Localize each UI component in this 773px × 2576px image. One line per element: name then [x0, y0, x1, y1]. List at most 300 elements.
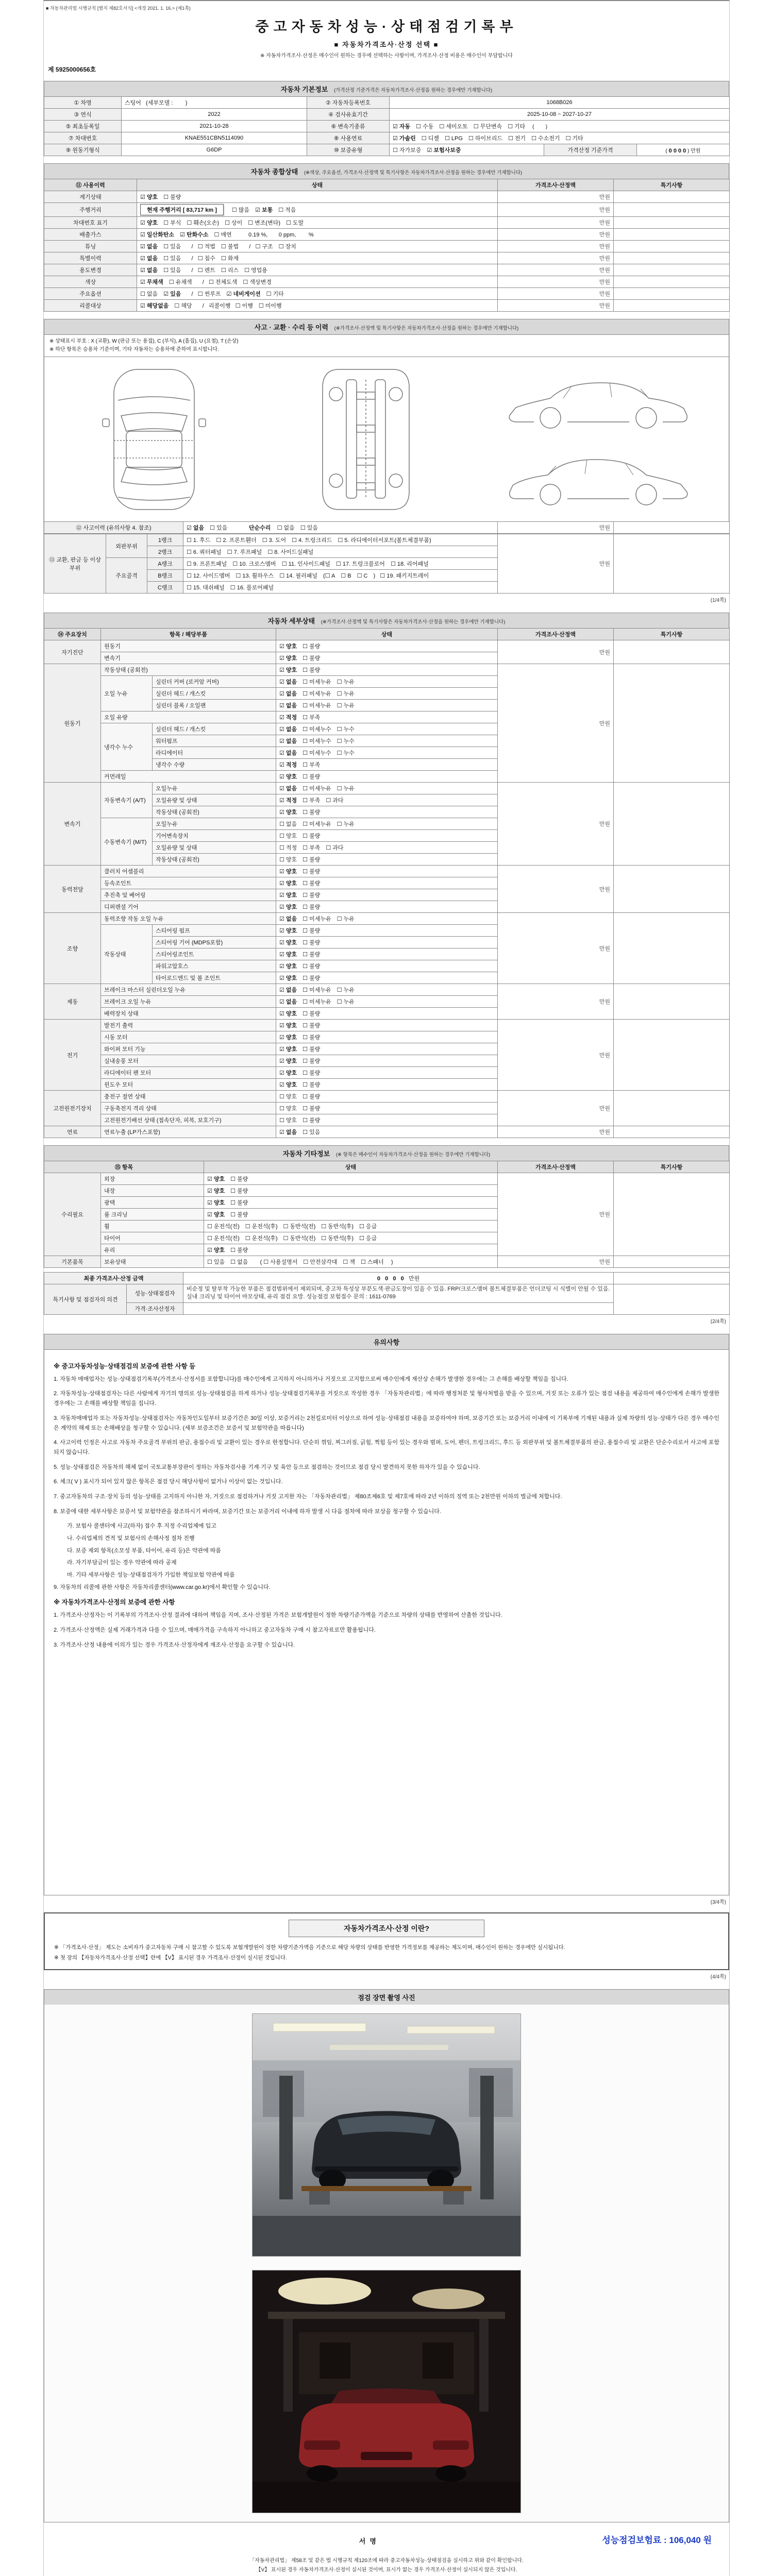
checkbox-unchecked[interactable]: ☐ 불량 — [303, 1058, 321, 1064]
checkbox-unchecked[interactable]: ☐ 3. 도어 — [262, 537, 287, 544]
checkbox-unchecked[interactable]: ☐ 미세누수 — [303, 738, 331, 744]
value-cell — [276, 759, 498, 771]
checkbox-unchecked[interactable]: ☐ 누유 — [337, 786, 355, 792]
label-cell: 2랭크 — [147, 546, 183, 558]
value-cell: 윈도우 모터 — [101, 1079, 276, 1091]
checkbox-unchecked[interactable]: ☐ 양호 — [279, 857, 297, 863]
checkbox-unchecked[interactable]: ☐ 부족 — [303, 762, 321, 768]
checkbox-unchecked[interactable]: ☐ 무단변속 — [473, 124, 502, 130]
value-cell — [204, 1185, 498, 1197]
checkbox-checked[interactable]: ☑ 양호 — [207, 1176, 225, 1182]
value-cell — [276, 1103, 498, 1114]
label-cell: 가격산정 기준가격 — [544, 144, 637, 156]
value-cell: 자동변속기 (A/T) — [101, 783, 153, 818]
value-cell — [276, 806, 498, 818]
value-cell: 냉각수 수량 — [153, 759, 276, 771]
value-cell — [614, 241, 730, 252]
checkbox-unchecked[interactable]: ☐ 도말 — [286, 220, 304, 226]
value-cell — [137, 203, 498, 217]
checkbox-unchecked[interactable]: ☐ 미세누유 — [303, 679, 331, 685]
value-cell: 만원 — [498, 534, 614, 594]
value-cell — [276, 1126, 498, 1138]
checkbox-unchecked[interactable]: ☐ 있음 — [163, 256, 181, 262]
performance-insurance-fee — [602, 2533, 712, 2546]
checkbox-checked[interactable]: ☑ 없음 — [279, 679, 297, 685]
checkbox-unchecked[interactable]: ☐ 수동 — [416, 124, 434, 130]
checkbox-unchecked[interactable]: ☐ 불량 — [230, 1212, 248, 1218]
checkbox-checked[interactable]: ☑ 해당없음 — [140, 303, 169, 309]
checkbox-unchecked[interactable]: ☐ 5. 라디에이터서포트(볼트체결부품) — [338, 537, 431, 544]
checkbox-unchecked[interactable]: ☐ 동반석(후) — [321, 1224, 354, 1230]
value-cell — [614, 217, 730, 229]
checkbox-unchecked[interactable]: ☐ 12. 사이드멤버 — [187, 573, 230, 579]
value-cell: 구동축전지 격리 상태 — [101, 1103, 276, 1114]
checkbox-unchecked[interactable]: ☐ 누유 — [337, 821, 355, 827]
checkbox-unchecked[interactable]: ☐ 운전석(후) — [245, 1235, 278, 1242]
value-cell — [183, 582, 498, 594]
value-cell: 냉각수 누수 — [101, 723, 153, 771]
checkbox-unchecked[interactable]: ☐ 적음 — [278, 207, 296, 213]
checkbox-unchecked[interactable]: ☐ 불량 — [303, 940, 321, 946]
checkbox-checked[interactable]: ☑ 무채색 — [140, 279, 163, 285]
checkbox-unchecked[interactable]: ☐ 전체도색 — [209, 279, 238, 285]
checkbox-unchecked[interactable]: ☐ 응급 — [359, 1235, 377, 1242]
checkbox-unchecked[interactable]: ☐ 4. 트렁크리드 — [292, 537, 332, 544]
checkbox-checked[interactable]: ☑ 없음 — [279, 703, 297, 709]
checkbox-unchecked[interactable]: ☐ 불량 — [303, 643, 321, 650]
section-accident-title: 사고 · 교환 · 수리 등 이력 — [254, 324, 329, 331]
checkbox-checked[interactable]: ☑ 양호 — [279, 1046, 297, 1053]
value-cell — [276, 1079, 498, 1091]
checkbox-unchecked[interactable]: ☐ 적법 — [197, 244, 215, 250]
checkbox-unchecked[interactable]: ☐ 불량 — [303, 1106, 321, 1112]
checkbox-unchecked[interactable]: ☐ 불량 — [303, 857, 321, 863]
checkbox-unchecked[interactable]: ☐ 불량 — [303, 952, 321, 958]
checkbox-checked[interactable]: ☑ 양호 — [279, 869, 297, 875]
value-cell — [614, 664, 730, 783]
checkbox-checked[interactable]: ☑ 없음 — [279, 786, 297, 792]
label-cell: 용도변경 — [44, 264, 137, 276]
checkbox-unchecked[interactable]: ☐ 변조(변타) — [248, 220, 281, 226]
checkbox-unchecked[interactable]: ☐ 기타 — [565, 135, 583, 142]
checkbox-unchecked[interactable]: ☐ 15. 대쉬패널 — [187, 585, 225, 591]
label-cell: 튜닝 — [44, 241, 137, 252]
checkbox-unchecked[interactable]: ☐ LPG — [444, 135, 463, 142]
checkbox-unchecked[interactable]: ☐ 6. 쿼터패널 — [187, 549, 222, 555]
checkbox-checked[interactable]: ☑ 없음 — [140, 256, 158, 262]
checkbox-unchecked[interactable]: ☐ 매연 — [214, 232, 232, 238]
checkbox-unchecked[interactable]: ☐ 2. 프론트휀더 — [216, 537, 257, 544]
checkbox-checked[interactable]: ☑ 양호 — [279, 904, 297, 910]
value-cell — [276, 913, 498, 925]
checkbox-unchecked[interactable]: ☐ 세미오토 — [439, 124, 468, 130]
checkbox-checked[interactable]: ☑ 양호 — [140, 220, 158, 226]
checkbox-unchecked[interactable]: ☐ 불량 — [303, 1094, 321, 1100]
section-notice-header — [44, 1334, 729, 1349]
value-cell — [614, 640, 730, 664]
value-cell — [276, 960, 498, 972]
checkbox-unchecked[interactable]: ☐ 미세누유 — [303, 987, 331, 993]
checkbox-unchecked[interactable]: ☐ 유채색 — [169, 279, 192, 285]
checkbox-unchecked[interactable]: ☐ 미세누유 — [303, 691, 331, 697]
checkbox-unchecked[interactable]: ☐ 누수 — [337, 738, 355, 744]
checkbox-unchecked[interactable]: ☐ 불량 — [303, 963, 321, 970]
checkbox-checked[interactable]: ☑ 양호 — [279, 643, 297, 650]
checkbox-unchecked[interactable]: ☐ 운전석(전) — [207, 1235, 240, 1242]
checkbox-unchecked[interactable]: ☐ 양호 — [279, 833, 297, 839]
label-cell: 가격조사·산정액 — [498, 1161, 614, 1173]
checkbox-checked[interactable]: ☑ 양호 — [279, 1082, 297, 1088]
checkbox-unchecked[interactable]: ☐ 불량 — [303, 1035, 321, 1041]
checkbox-unchecked[interactable]: ☐ A — [325, 573, 335, 579]
checkbox-unchecked[interactable]: ☐ 안전삼각대 — [303, 1259, 338, 1265]
checkbox-unchecked[interactable]: ☐ 하이브리드 — [468, 135, 502, 142]
value-cell — [276, 747, 498, 759]
checkbox-unchecked[interactable]: ☐ 불량 — [303, 1011, 321, 1017]
value-cell: 오일유량 및 상태 — [153, 842, 276, 854]
value-cell — [276, 830, 498, 842]
checkbox-unchecked[interactable]: ☐ 양호 — [279, 1106, 297, 1112]
value-cell — [276, 688, 498, 700]
checkbox-unchecked[interactable]: ☐ 8. 사이드실패널 — [267, 549, 314, 555]
value-cell: 오일유량 및 상태 — [153, 794, 276, 806]
checkbox-unchecked[interactable]: ☐ 미세누유 — [303, 703, 331, 709]
checkbox-checked[interactable]: ☑ 양호 — [207, 1247, 225, 1253]
checkbox-unchecked[interactable]: ☐ 응급 — [359, 1224, 377, 1230]
checkbox-unchecked[interactable]: ☐ 썬루프 — [197, 291, 221, 297]
checkbox-unchecked[interactable]: ☐ 미세누유 — [303, 786, 331, 792]
car-damage-diagrams — [44, 357, 729, 521]
value-cell: 작동상태 (공회전) — [101, 664, 276, 676]
checkbox-checked[interactable]: ☑ 양호 — [279, 928, 297, 934]
checkbox-unchecked[interactable]: ☐ B — [341, 573, 351, 579]
checkbox-unchecked[interactable]: ☐ C — [357, 573, 368, 579]
checkbox-checked[interactable]: ☑ 양호 — [279, 963, 297, 970]
checkbox-checked[interactable]: ☑ 네비게이션 — [226, 291, 261, 297]
value-cell — [614, 1284, 730, 1315]
label-cell: 성능·상태점검자 — [127, 1284, 183, 1303]
checkbox-checked[interactable]: ☑ 없음 — [279, 691, 297, 697]
checkbox-unchecked[interactable]: ☐ 불량 — [303, 1046, 321, 1053]
checkbox-unchecked[interactable]: ☐ 불량 — [303, 833, 321, 839]
value-cell — [614, 300, 730, 312]
value-cell — [276, 723, 498, 735]
checkbox-checked[interactable]: ☑ 자동 — [393, 124, 411, 130]
value-cell: 오일 누유 — [101, 676, 153, 711]
price-survey-info-title: 자동차가격조사·산정 이란? — [289, 1920, 484, 1937]
checkbox-unchecked[interactable]: ☐ 1. 후드 — [187, 537, 211, 544]
checkbox-unchecked[interactable]: ☐ 누유 — [337, 987, 355, 993]
checkbox-checked[interactable]: ☑ 없음 — [140, 267, 158, 274]
label-cell: 항목 / 해당부품 — [101, 629, 276, 640]
checkbox-unchecked[interactable]: ☐ 기타 — [508, 124, 526, 130]
value-cell — [137, 229, 498, 241]
section-basic-title: 자동차 기본정보 — [280, 86, 328, 93]
value-cell — [204, 1244, 498, 1256]
label-cell: 차대번호 표기 — [44, 217, 137, 229]
value-cell — [614, 984, 730, 1020]
checkbox-unchecked[interactable]: ☐ 불량 — [303, 975, 321, 981]
value-cell — [276, 735, 498, 747]
checkbox-checked[interactable]: ☑ 양호 — [279, 667, 297, 673]
checkbox-unchecked[interactable]: ☐ 불량 — [303, 667, 321, 673]
checkbox-unchecked[interactable]: ☐ 16. 플로어패널 — [230, 585, 274, 591]
checkbox-checked[interactable]: ☑ 양호 — [279, 880, 297, 887]
value-cell: 실린더 헤드 / 개스킷 — [153, 688, 276, 700]
signature-label[interactable]: 서명 — [359, 2537, 380, 2546]
checkbox-unchecked[interactable]: ☐ 기타 — [266, 291, 284, 297]
checkbox-checked[interactable]: ☑ 보통 — [255, 207, 273, 213]
checkbox-unchecked[interactable]: ☐ 7. 루프패널 — [227, 549, 262, 555]
value-cell: 만원 — [498, 229, 614, 241]
checkbox-unchecked[interactable]: ☐ 불량 — [230, 1176, 248, 1182]
label-cell: ② 자동차등록번호 — [307, 97, 390, 109]
checkbox-unchecked[interactable]: ☐ 불량 — [303, 1023, 321, 1029]
checkbox-unchecked[interactable]: ☐ 미세누유 — [303, 821, 331, 827]
checkbox-unchecked[interactable]: ☐ 동반석(전) — [283, 1224, 316, 1230]
checkbox-unchecked[interactable]: ☐ 과다 — [326, 798, 344, 804]
checkbox-unchecked[interactable]: ☐ 동반석(후) — [321, 1235, 354, 1242]
checkbox-checked[interactable]: ☑ 적정 — [279, 715, 297, 721]
checkbox-unchecked[interactable]: ☐ 불량 — [303, 1117, 321, 1124]
checkbox-checked[interactable]: ☑ 양호 — [279, 940, 297, 946]
checkbox-unchecked[interactable]: ☐ 누유 — [337, 999, 355, 1005]
checkbox-unchecked[interactable]: ☐ 스패너 — [360, 1259, 384, 1265]
checkbox-unchecked[interactable]: ☐ 사용설명서 — [263, 1259, 298, 1265]
checkbox-unchecked[interactable]: ☐ 불량 — [163, 194, 181, 200]
inspection-photo-underbody-rear — [253, 2270, 520, 2513]
checkbox-unchecked[interactable]: ☐ 전기 — [508, 135, 526, 142]
checkbox-unchecked[interactable]: ☐ 불량 — [230, 1188, 248, 1194]
accident-legend-line2: ※ 하단 항목은 승용차 기준이며, 기타 자동차는 승용차에 준하여 표시합니다. — [49, 347, 219, 352]
section-accident-header — [44, 319, 729, 334]
notice-item: 마. 기타 세부사항은 성능·상태점검자가 가입한 책임보험 약관에 따름 — [67, 1572, 235, 1579]
checkbox-unchecked[interactable]: ☐ 불량 — [303, 904, 321, 910]
checkbox-checked[interactable]: ☑ 없음 — [279, 738, 297, 744]
checkbox-unchecked[interactable]: ☐ 불량 — [303, 1082, 321, 1088]
price-survey-select-label[interactable]: ■ 자동차가격조사·산정 선택 ■ — [334, 41, 439, 48]
checkbox-unchecked[interactable]: ☐ 있음 — [210, 525, 228, 531]
checkbox-checked[interactable]: ☑ 없음 — [279, 916, 297, 922]
checkbox-unchecked[interactable]: ☐ 누유 — [337, 691, 355, 697]
checkbox-checked[interactable]: ☑ 없음 — [279, 987, 297, 993]
checkbox-unchecked[interactable]: ☐ 부식 — [163, 220, 181, 226]
checkbox-unchecked[interactable]: ☐ 있음 — [163, 267, 181, 274]
value-cell: 광택 — [101, 1197, 204, 1209]
checkbox-unchecked[interactable]: ☐ 불량 — [303, 809, 321, 816]
checkbox-checked[interactable]: ☑ 양호 — [279, 892, 297, 899]
checkbox-checked[interactable]: ☑ 양호 — [279, 655, 297, 662]
notice-item: 9. 자동차의 리콜에 관한 사항은 자동차리콜센터(www.car.go.kr)에서 확인할 수 있습니다. — [54, 1584, 271, 1590]
checkbox-unchecked[interactable]: ☐ 렌트 — [197, 267, 215, 274]
checkbox-checked[interactable]: ☑ 있음 — [163, 291, 181, 297]
checkbox-checked[interactable]: ☑ 양호 — [279, 1011, 297, 1017]
checkbox-unchecked[interactable]: ☐ 미세누유 — [303, 999, 331, 1005]
checkbox-unchecked[interactable]: ☐ 동반석(전) — [283, 1235, 316, 1242]
label-cell: ⑥ 변속기종류 — [307, 121, 390, 132]
checkbox-checked[interactable]: ☑ 양호 — [279, 1070, 297, 1076]
checkbox-unchecked[interactable]: ☐ 누수 — [337, 726, 355, 733]
value-cell: 만원 — [498, 300, 614, 312]
checkbox-unchecked[interactable]: ☐ 디젤 — [421, 135, 439, 142]
checkbox-unchecked[interactable]: ☐ 훼손(오손) — [187, 220, 220, 226]
checkbox-unchecked[interactable]: ☐ 수소전기 — [531, 135, 560, 142]
checkbox-checked[interactable]: ☑ 적정 — [279, 798, 297, 804]
checkbox-checked[interactable]: ☑ 보험사보증 — [427, 147, 461, 154]
checkbox-checked[interactable]: ☑ 적정 — [279, 762, 297, 768]
checkbox-unchecked[interactable]: ☐ 17. 트렁크플로어 — [335, 561, 385, 567]
checkbox-checked[interactable]: ☑ 일산화탄소 — [140, 232, 175, 238]
checkbox-unchecked[interactable]: ☐ 장치 — [278, 244, 296, 250]
text: 만원 — [404, 1276, 420, 1282]
checkbox-unchecked[interactable]: ☐ 있음 — [303, 1129, 321, 1136]
checkbox-checked[interactable]: ☑ 양호 — [207, 1212, 225, 1218]
label-cell: ⑨ 원동기형식 — [44, 144, 122, 156]
checkbox-unchecked[interactable]: ☐ 잭 — [343, 1259, 355, 1265]
checkbox-unchecked[interactable]: ☐ 리스 — [221, 267, 239, 274]
value-cell: 만원 — [498, 522, 614, 534]
notice-item: 3. 가격조사·산정 내용에 이의가 있는 경우 가격조사·산정자에게 재조사·산정을 요구할 수 있습니다. — [54, 1641, 295, 1648]
checkbox-unchecked[interactable]: ☐ 없음 — [230, 1259, 248, 1265]
checkbox-unchecked[interactable]: ☐ 불법 — [221, 244, 239, 250]
checkbox-unchecked[interactable]: ☐ 화재 — [221, 256, 239, 262]
value-cell: 만원 — [498, 1126, 614, 1138]
checkbox-unchecked[interactable]: ☐ 없음 — [279, 821, 297, 827]
checkbox-unchecked[interactable]: ☐ 19. 패키지트레이 — [380, 573, 429, 579]
checkbox-checked[interactable]: ☑ 가솔린 — [393, 135, 416, 142]
value-cell: 오일 유량 — [101, 711, 276, 723]
checkbox-checked[interactable]: ☑ 없음 — [187, 525, 205, 531]
checkbox-unchecked[interactable]: ☐ 많음 — [231, 207, 250, 213]
checkbox-unchecked[interactable]: ☐ 부족 — [303, 845, 321, 851]
checkbox-unchecked[interactable]: ☐ 14. 필러패널 — [279, 573, 317, 579]
checkbox-unchecked[interactable]: ☐ 있음 — [207, 1259, 225, 1265]
checkbox-unchecked[interactable]: ☐ 불량 — [230, 1247, 248, 1253]
checkbox-unchecked[interactable]: ☐ 운전석(후) — [245, 1224, 278, 1230]
label-cell: 특기사항 — [614, 179, 730, 191]
checkbox-unchecked[interactable]: ☐ 과다 — [326, 845, 344, 851]
value-cell — [614, 191, 730, 203]
checkbox-unchecked[interactable]: ☐ 없음 — [140, 291, 158, 297]
checkbox-checked[interactable]: ☑ 양호 — [207, 1200, 225, 1206]
checkbox-unchecked[interactable]: ☐ 미세누유 — [303, 916, 331, 922]
label-cell: 가격·조사산정자 — [127, 1302, 183, 1314]
value-cell — [276, 996, 498, 1008]
checkbox-unchecked[interactable]: ☐ 있음 — [163, 244, 181, 250]
checkbox-unchecked[interactable]: ☐ 누유 — [337, 916, 355, 922]
checkbox-checked[interactable]: ☑ 없음 — [279, 999, 297, 1005]
checkbox-unchecked[interactable]: ☐ 이행 — [235, 303, 253, 309]
checkbox-unchecked[interactable]: ☐ 불량 — [303, 655, 321, 662]
checkbox-checked[interactable]: ☑ 양호 — [207, 1188, 225, 1194]
checkbox-unchecked[interactable]: ☐ 불량 — [303, 1070, 321, 1076]
checkbox-unchecked[interactable]: ☐ 불량 — [303, 880, 321, 887]
value-cell — [204, 1173, 498, 1185]
checkbox-checked[interactable]: ☑ 없음 — [279, 726, 297, 733]
checkbox-unchecked[interactable]: ☐ 9. 프론트패널 — [187, 561, 227, 567]
checkbox-unchecked[interactable]: ☐ 11. 인사이드패널 — [281, 561, 330, 567]
checkbox-unchecked[interactable]: ☐ 상이 — [225, 220, 243, 226]
checkbox-checked[interactable]: ☑ 없음 — [140, 244, 158, 250]
checkbox-unchecked[interactable]: ☐ 미세누수 — [303, 726, 331, 733]
notice-item: 7. 중고자동차의 구조·장치 등의 성능·상태를 고지하지 아니한 자, 거짓으로 점검하거나 거짓 고지한 자는 「자동차관리법」 제80조제6호 및 제7호에 따라 2년 이하의 징역 또는 2천만원 이하의 벌금에 처합니다. — [54, 1493, 562, 1500]
checkbox-checked[interactable]: ☑ 양호 — [279, 975, 297, 981]
label-cell: A랭크 — [147, 558, 183, 570]
value-cell — [276, 1091, 498, 1103]
checkbox-unchecked[interactable]: ☐ 해당 — [174, 303, 192, 309]
checkbox-checked[interactable]: ☑ 탄화수소 — [180, 232, 209, 238]
value-cell — [276, 818, 498, 830]
checkbox-unchecked[interactable]: ☐ 양호 — [279, 1117, 297, 1124]
value-cell — [276, 1020, 498, 1031]
checkbox-unchecked[interactable]: ☐ 18. 리어패널 — [390, 561, 429, 567]
value-cell — [614, 252, 730, 264]
checkbox-checked[interactable]: ☑ 양호 — [279, 1058, 297, 1064]
checkbox-unchecked[interactable]: ☐ 구조 — [255, 244, 273, 250]
checkbox-unchecked[interactable]: ☐ 불량 — [303, 869, 321, 875]
value-cell: 2025-10-08 ~ 2027-10-27 — [390, 109, 730, 121]
checkbox-checked[interactable]: ☑ 양호 — [279, 1023, 297, 1029]
value-cell: 만원 — [498, 913, 614, 984]
checkbox-unchecked[interactable]: ☐ 침수 — [197, 256, 215, 262]
value-cell — [276, 866, 498, 877]
checkbox-unchecked[interactable]: ☐ 불량 — [303, 928, 321, 934]
checkbox-checked[interactable]: ☑ 양호 — [279, 774, 297, 780]
value-cell — [137, 241, 498, 252]
checkbox-unchecked[interactable]: ☐ 불량 — [303, 774, 321, 780]
price-survey-info-box — [44, 1912, 729, 1971]
checkbox-unchecked[interactable]: ☐ 영업용 — [244, 267, 267, 274]
value-cell — [276, 1055, 498, 1067]
checkbox-unchecked[interactable]: ☐ 누유 — [337, 703, 355, 709]
checkbox-unchecked[interactable]: ☐ 있음 — [300, 525, 318, 531]
checkbox-unchecked[interactable]: ☐ 부족 — [303, 715, 321, 721]
checkbox-unchecked[interactable]: ☐ 양호 — [279, 1094, 297, 1100]
text: / — [187, 291, 198, 297]
value-cell: 만원 — [498, 241, 614, 252]
value-cell — [276, 652, 498, 664]
notice-item: 가. 보험사 콜센터에 사고(하자) 접수 후 지정 수리업체에 입고 — [67, 1523, 216, 1530]
accident-legend-line1: ※ 상태표시 부호 : X (교환), W (판금 또는 용접), C (부식), A (흠집), U (요철), T (손상) — [49, 338, 239, 344]
value-cell: 오일누유 — [153, 783, 276, 794]
checkbox-checked[interactable]: ☑ 양호 — [279, 1035, 297, 1041]
checkbox-checked[interactable]: ☑ 없음 — [279, 750, 297, 756]
checkbox-unchecked[interactable]: ☐ 누수 — [337, 750, 355, 756]
checkbox-unchecked[interactable]: ☐ 부족 — [303, 798, 321, 804]
checkbox-unchecked[interactable]: ☐ 운전석(전) — [207, 1224, 240, 1230]
value-cell: 만원 — [498, 783, 614, 866]
checkbox-unchecked[interactable]: ☐ 색상변경 — [243, 279, 272, 285]
checkbox-checked[interactable]: ☑ 양호 — [140, 194, 158, 200]
value-cell — [276, 771, 498, 783]
checkbox-unchecked[interactable]: ☐ 누유 — [337, 679, 355, 685]
checkbox-unchecked[interactable]: ☐ 미세누수 — [303, 750, 331, 756]
notice-item: 1. 자동차 매매업자는 성능·상태점검기록부(가격조사·산정서를 포함합니다)를 매수인에게 고지하지 아니하거나 거짓으로 고지함으로써 매수인에게 재산상 손해가 발생한 경우에는 그 손해를 배상할 책임을 집니다. — [54, 1376, 568, 1382]
checkbox-unchecked[interactable]: ☐ 적정 — [279, 845, 297, 851]
checkbox-unchecked[interactable]: ☐ 13. 휠하우스 — [236, 573, 274, 579]
checkbox-unchecked[interactable]: ☐ 미이행 — [258, 303, 282, 309]
checkbox-checked[interactable]: ☑ 양호 — [279, 952, 297, 958]
checkbox-unchecked[interactable]: ☐ 없음 — [277, 525, 295, 531]
checkbox-checked[interactable]: ☑ 없음 — [279, 1129, 297, 1136]
checkbox-checked[interactable]: ☑ 양호 — [279, 809, 297, 816]
label-cell: C랭크 — [147, 582, 183, 594]
value-cell: 만원 — [498, 664, 614, 783]
checkbox-unchecked[interactable]: ☐ 10. 크로스멤버 — [232, 561, 276, 567]
checkbox-unchecked[interactable]: ☐ 불량 — [230, 1200, 248, 1206]
checkbox-unchecked[interactable]: ☐ 불량 — [303, 892, 321, 899]
checkbox-unchecked[interactable]: ☐ 자가보증 — [393, 147, 422, 154]
